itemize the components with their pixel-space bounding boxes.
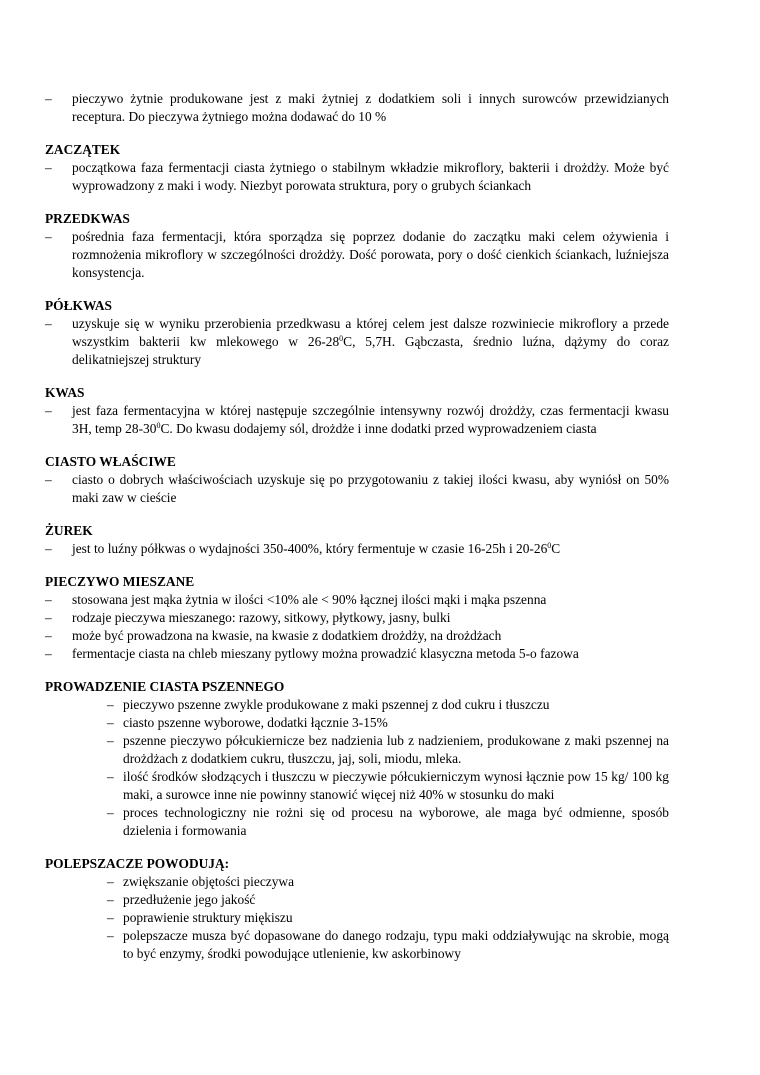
list-item-text: pośrednia faza fermentacji, która sporządza się poprzez dodanie do zaczątku maki celem ożywienia i rozmnożenia mikroflory w szczególności drożdży. Dość porowata, pory o dość cienkich ściankach, luźniejsza konsystencja. bbox=[72, 229, 669, 280]
list-item bbox=[45, 471, 669, 507]
bullet-list bbox=[45, 471, 669, 507]
list-item-text: pieczywo pszenne zwykle produkowane z maki pszennej z dod cukru i tłuszczu bbox=[123, 697, 550, 712]
list-item-text: może być prowadzona na kwasie, na kwasie z dodatkiem drożdży, na drożdżach bbox=[72, 628, 502, 643]
list-item-text: jest to luźny półkwas o wydajności 350-400%, który fermentuje w czasie 16-25h i 20-26 bbox=[72, 541, 548, 556]
list-item bbox=[45, 402, 669, 438]
list-item bbox=[107, 927, 669, 963]
bullet-list bbox=[45, 540, 669, 558]
list-item-text: rodzaje pieczywa mieszanego: razowy, sitkowy, płytkowy, jasny, bulki bbox=[72, 610, 451, 625]
list-dash: – bbox=[45, 472, 52, 487]
list-dash: – bbox=[45, 610, 52, 625]
list-item bbox=[107, 804, 669, 840]
section-heading: ZACZĄTEK bbox=[45, 142, 121, 157]
list-item-text: polepszacze musza być dopasowane do danego rodzaju, typu maki oddziaływując na skrobie, mogą to być enzymy, środki powodujące utlenienie, kw askorbinowy bbox=[123, 928, 669, 961]
section-zurek bbox=[45, 521, 669, 558]
list-item bbox=[45, 645, 669, 663]
list-item bbox=[107, 768, 669, 804]
list-item-text: pszenne pieczywo półcukiernicze bez nadzienia lub z nadzieniem, produkowane z maki pszennej na drożdżach z dodatkiem cukru, tłuszczu, jaj, soli, miodu, mleka. bbox=[123, 733, 669, 766]
degree-superscript: 0 bbox=[156, 421, 161, 430]
section-heading: CIASTO WŁAŚCIWE bbox=[45, 454, 176, 469]
list-dash: – bbox=[107, 910, 114, 925]
list-item-text-cont: C bbox=[551, 541, 561, 556]
list-dash: – bbox=[45, 541, 52, 556]
section-heading: KWAS bbox=[45, 385, 85, 400]
bullet-list bbox=[45, 315, 669, 369]
section-heading: PÓŁKWAS bbox=[45, 298, 112, 313]
bullet-list bbox=[45, 591, 669, 663]
section-heading: PROWADZENIE CIASTA PSZENNEGO bbox=[45, 679, 285, 694]
list-dash: – bbox=[107, 769, 114, 784]
list-dash: – bbox=[107, 805, 114, 820]
list-item-text: jest faza fermentacyjna w której następuje szczególnie intensywny rozwój drożdży, czas fermentacji kwasu 3H, temp 28-30 bbox=[72, 403, 669, 436]
section-heading: ŻUREK bbox=[45, 523, 93, 538]
list-item bbox=[107, 873, 669, 891]
list-item-text: początkowa faza fermentacji ciasta żytniego o stabilnym wkładzie mikroflory, bakterii i drożdży. Może być wyprowadzony z maki i wody. Niezbyt porowata struktura, pory o grubych ściankach bbox=[72, 160, 669, 193]
list-item bbox=[107, 909, 669, 927]
list-dash: – bbox=[107, 697, 114, 712]
list-item-text: zwiększanie objętości pieczywa bbox=[123, 874, 295, 889]
list-dash: – bbox=[45, 229, 52, 244]
bullet-list bbox=[45, 159, 669, 195]
degree-superscript: 0 bbox=[547, 541, 552, 550]
list-item bbox=[45, 609, 669, 627]
section-kwas bbox=[45, 383, 669, 438]
list-item bbox=[107, 714, 669, 732]
section-zaczatek bbox=[45, 140, 669, 195]
list-item bbox=[107, 696, 669, 714]
list-item-text: poprawienie struktury miękiszu bbox=[123, 910, 293, 925]
list-dash: – bbox=[45, 316, 52, 331]
section-heading: POLEPSZACZE POWODUJĄ: bbox=[45, 856, 230, 871]
bullet-list bbox=[45, 228, 669, 282]
list-dash: – bbox=[107, 715, 114, 730]
list-item-text-cont: C, 5,7H. Gąbczasta, średnio luźna, dążymy do coraz delikatniejszej struktury bbox=[72, 334, 669, 367]
bullet-list bbox=[45, 402, 669, 438]
list-item bbox=[45, 627, 669, 645]
list-dash: – bbox=[45, 403, 52, 418]
section-przedkwas bbox=[45, 209, 669, 282]
list-item bbox=[45, 159, 669, 195]
list-item-text: uzyskuje się w wyniku przerobienia przedkwasu a której celem jest dalsze rozwiniecie mikroflory a przede wszystkim bakterii kw mlekowego w 26-28 bbox=[72, 316, 669, 349]
degree-superscript: 0 bbox=[339, 334, 344, 343]
section-ciasto-wlasciwe bbox=[45, 452, 669, 507]
list-item-text: ciasto o dobrych właściwościach uzyskuje się po przygotowaniu z takiej ilości kwasu, aby wyniósł on 50% maki zaw w cieście bbox=[72, 472, 669, 505]
list-dash: – bbox=[45, 91, 52, 106]
list-item-text: ilość środków słodzących i tłuszczu w pieczywie półcukierniczym wynosi łącznie pow 15 kg/ 100 kg maki, a surowce inne nie powinny stanowić więcej niż 40% w stosunku do maki bbox=[123, 769, 669, 802]
list-dash: – bbox=[45, 646, 52, 661]
list-item bbox=[45, 591, 669, 609]
list-dash: – bbox=[107, 928, 114, 943]
bullet-list bbox=[45, 696, 669, 840]
list-item-text: stosowana jest mąka żytnia w ilości <10% ale < 90% łącznej ilości mąki i mąka pszenna bbox=[72, 592, 547, 607]
section-pieczywo-mieszane bbox=[45, 572, 669, 663]
list-dash: – bbox=[45, 160, 52, 175]
list-item bbox=[45, 228, 669, 282]
section-heading: PIECZYWO MIESZANE bbox=[45, 574, 195, 589]
list-item bbox=[45, 540, 669, 558]
list-dash: – bbox=[107, 874, 114, 889]
section-heading: PRZEDKWAS bbox=[45, 211, 130, 226]
list-item bbox=[107, 732, 669, 768]
list-dash: – bbox=[45, 592, 52, 607]
list-item-text: proces technologiczny nie rożni się od procesu na wyborowe, ale maga być odmienne, sposób dzielenia i formowania bbox=[123, 805, 669, 838]
list-item-text: przedłużenie jego jakość bbox=[123, 892, 256, 907]
list-item bbox=[45, 315, 669, 369]
list-dash: – bbox=[107, 892, 114, 907]
document-body bbox=[45, 90, 669, 977]
bullet-list bbox=[45, 873, 669, 963]
section-ciasto-pszenne bbox=[45, 677, 669, 840]
list-item-text-cont: C. Do kwasu dodajemy sól, drożdże i inne dodatki przed wyprowadzeniem ciasta bbox=[160, 421, 597, 436]
intro-item bbox=[45, 90, 669, 126]
intro-text: pieczywo żytnie produkowane jest z maki żytniej z dodatkiem soli i innych surowców przewidzianych receptura. Do pieczywa żytniego można dodawać do 10 % bbox=[72, 91, 669, 124]
section-polkwas bbox=[45, 296, 669, 369]
list-item-text: ciasto pszenne wyborowe, dodatki łącznie 3-15% bbox=[123, 715, 388, 730]
list-item bbox=[107, 891, 669, 909]
list-item-text: fermentacje ciasta na chleb mieszany pytlowy można prowadzić klasyczna metoda 5-o fazowa bbox=[72, 646, 579, 661]
section-polepszacze bbox=[45, 854, 669, 963]
list-dash: – bbox=[45, 628, 52, 643]
list-dash: – bbox=[107, 733, 114, 748]
